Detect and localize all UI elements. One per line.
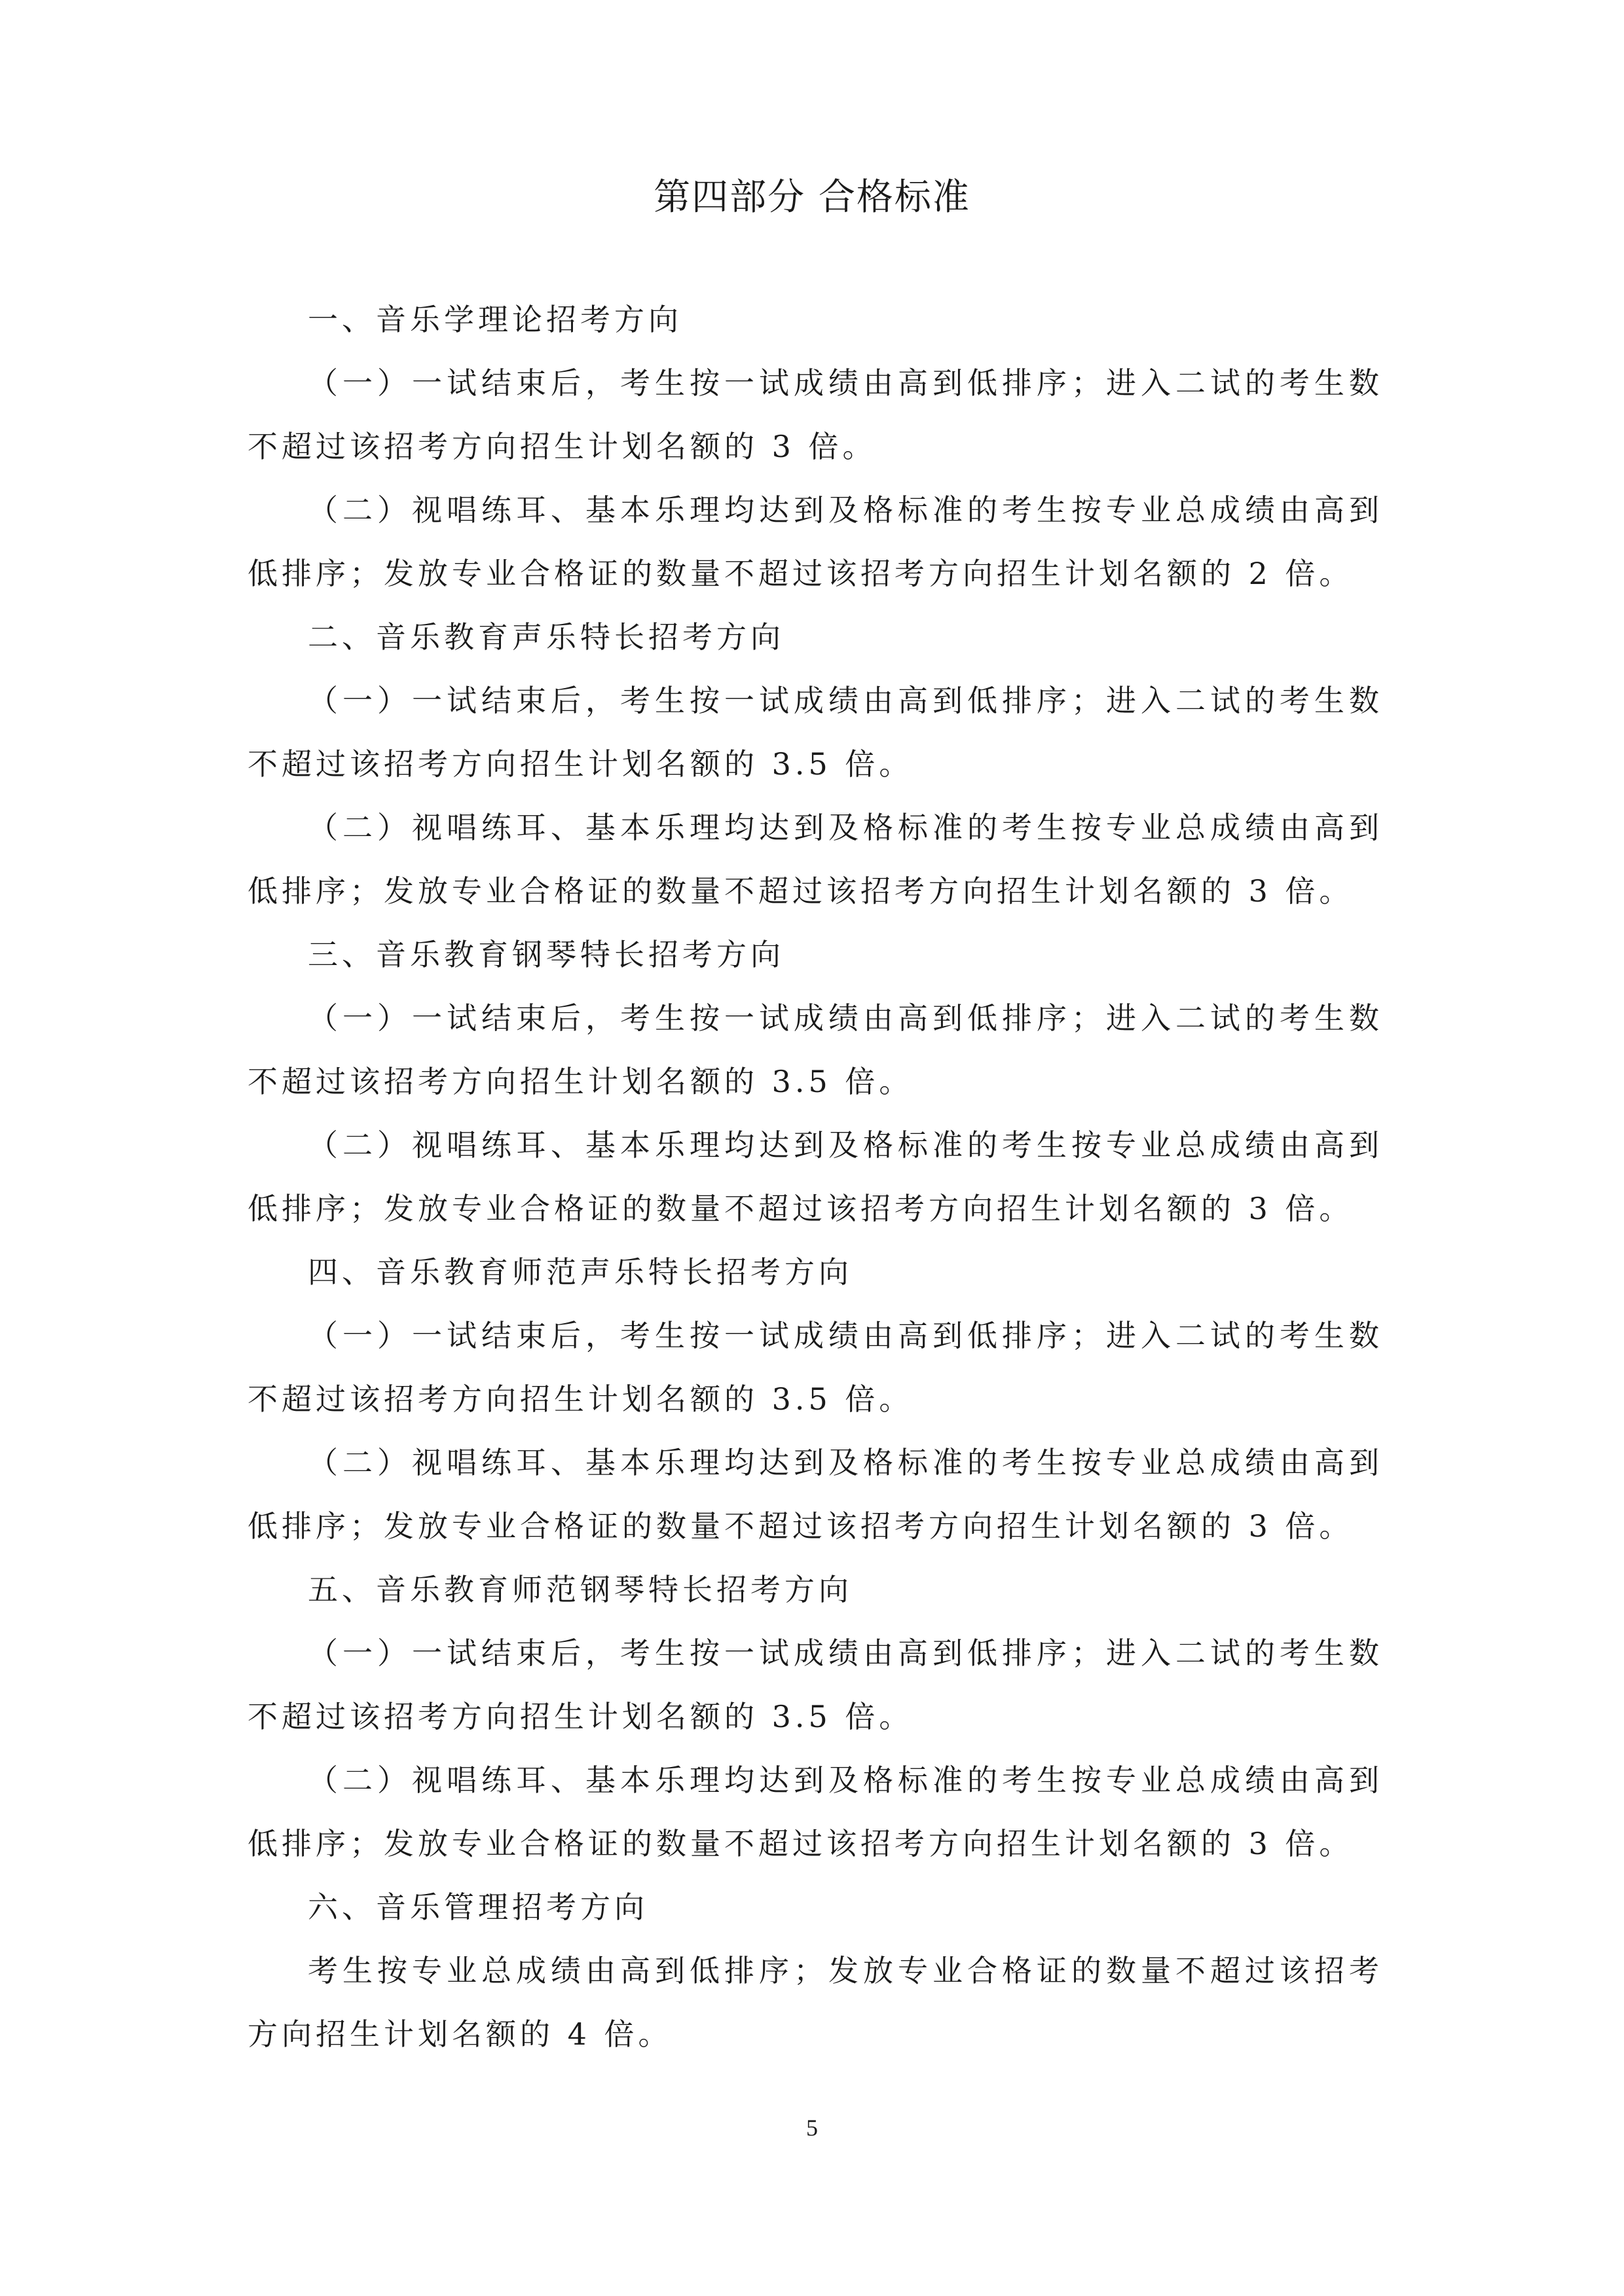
section-heading-5: 五、音乐教育师范钢琴特长招考方向 xyxy=(308,1572,853,1607)
paragraph: （二）视唱练耳、基本乐理均达到及格标准的考生按专业总成绩由高到低排序；发放专业合格证的数量不超过该招考方向招生计划名额的 3 倍。 xyxy=(248,1127,1383,1226)
section-heading-6: 六、音乐管理招考方向 xyxy=(308,1889,648,1925)
paragraph: （一）一试结束后，考生按一试成绩由高到低排序；进入二试的考生数不超过该招考方向招生计划名额的 3.5 倍。 xyxy=(248,1318,1383,1417)
section-heading-2: 二、音乐教育声乐特长招考方向 xyxy=(308,619,784,655)
paragraph: （一）一试结束后，考生按一试成绩由高到低排序；进入二试的考生数不超过该招考方向招生计划名额的 3.5 倍。 xyxy=(248,683,1383,782)
paragraph: （一）一试结束后，考生按一试成绩由高到低排序；进入二试的考生数不超过该招考方向招生计划名额的 3.5 倍。 xyxy=(248,1635,1383,1734)
paragraph: 考生按专业总成绩由高到低排序；发放专业合格证的数量不超过该招考方向招生计划名额的 4 倍。 xyxy=(248,1953,1383,2052)
paragraph: （一）一试结束后，考生按一试成绩由高到低排序；进入二试的考生数不超过该招考方向招生计划名额的 3.5 倍。 xyxy=(248,1000,1383,1099)
section-heading-1: 一、音乐学理论招考方向 xyxy=(308,302,682,337)
section-heading-4: 四、音乐教育师范声乐特长招考方向 xyxy=(308,1254,853,1290)
section-heading-3: 三、音乐教育钢琴特长招考方向 xyxy=(308,937,784,972)
paragraph: （二）视唱练耳、基本乐理均达到及格标准的考生按专业总成绩由高到低排序；发放专业合格证的数量不超过该招考方向招生计划名额的 3 倍。 xyxy=(248,1445,1383,1544)
paragraph: （二）视唱练耳、基本乐理均达到及格标准的考生按专业总成绩由高到低排序；发放专业合格证的数量不超过该招考方向招生计划名额的 2 倍。 xyxy=(248,492,1383,591)
page-number: 5 xyxy=(806,2115,818,2141)
page-title: 第四部分 合格标准 xyxy=(654,176,970,219)
paragraph: （二）视唱练耳、基本乐理均达到及格标准的考生按专业总成绩由高到低排序；发放专业合格证的数量不超过该招考方向招生计划名额的 3 倍。 xyxy=(248,1762,1383,1861)
document-body xyxy=(248,288,1383,2066)
paragraph: （二）视唱练耳、基本乐理均达到及格标准的考生按专业总成绩由高到低排序；发放专业合格证的数量不超过该招考方向招生计划名额的 3 倍。 xyxy=(248,810,1383,909)
paragraph: （一）一试结束后，考生按一试成绩由高到低排序；进入二试的考生数不超过该招考方向招生计划名额的 3 倍。 xyxy=(248,365,1383,464)
